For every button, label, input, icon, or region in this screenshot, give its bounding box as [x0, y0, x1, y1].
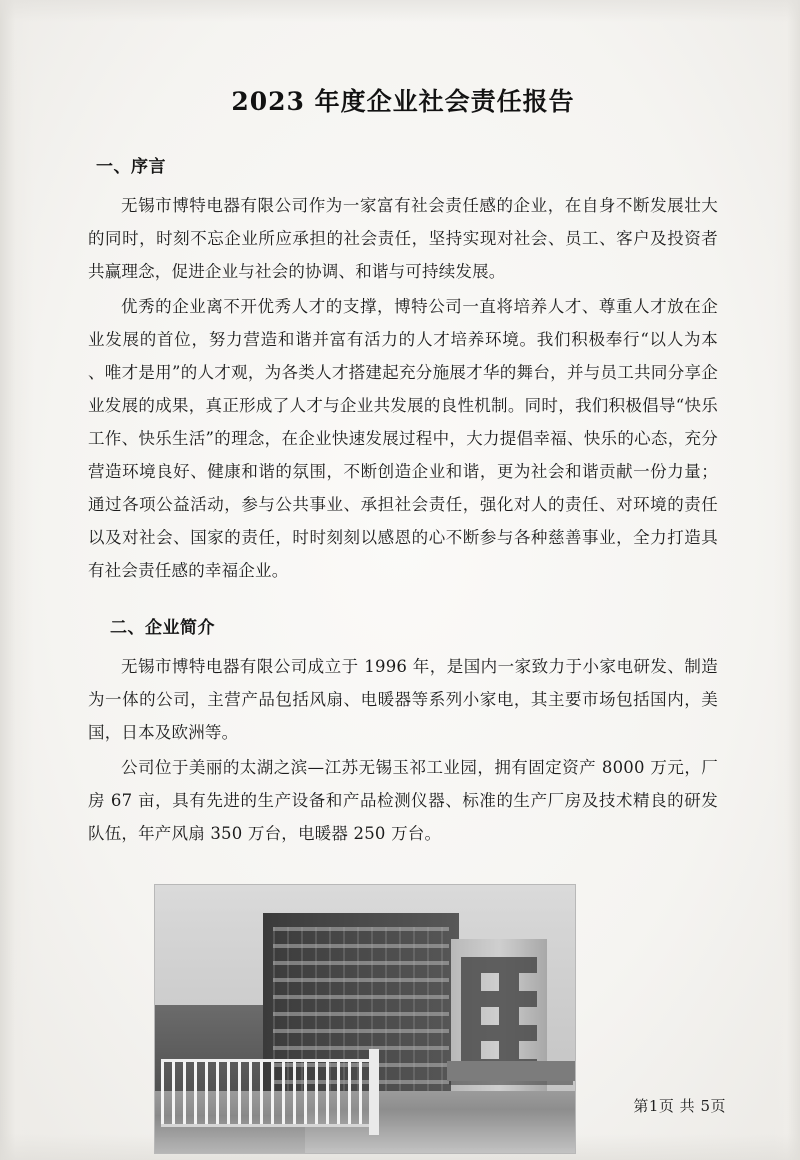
page-title: 2023 年度企业社会责任报告: [231, 87, 575, 116]
profile-paragraph-2: 公司位于美丽的太湖之滨—江苏无锡玉祁工业园，拥有固定资产 8000 万元，厂房 67 亩，具有先进的生产设备和产品检测仪器、标准的生产厂房及技术精良的研发队伍，年产风扇 350 万台，电暖器 250 万台。: [88, 758, 718, 843]
factory-photo: [154, 884, 576, 1154]
photo-gate-fence: [161, 1059, 375, 1127]
page-footer: 第1页 共 5页: [633, 1097, 726, 1115]
photo-building-right: [451, 939, 547, 1111]
preface-paragraph-2: 优秀的企业离不开优秀人才的支撑，博特公司一直将培养人才、尊重人才放在企业发展的首位，努力营造和谐并富有活力的人才培养环境。我们积极奉行“以人为本 、唯才是用”的人才观，为各类人才搭建起充分施展才华的舞台，并与员工共同分享企业发展的成果，真正形成了人才与企业共发展的良性机制。同时，我们积极倡导“快乐工作、快乐生活”的理念，在企业快速发展过程中，大力提倡幸福、快乐的心态，充分营造环境良好、健康和谐的氛围，不断创造企业和谐，更为社会和谐贡献一份力量；通过各项公益活动，参与公共事业、承担社会责任，强化对人的责任、对环境的责任以及对社会、国家的责任，时时刻刻以感恩的心不断参与各种慈善事业，全力打造具有社会责任感的幸福企业。: [88, 297, 718, 580]
paper-edge-left: [0, 0, 34, 1160]
section-heading-company-profile: 二、企业简介: [110, 618, 215, 638]
photo-entrance-canopy: [447, 1061, 575, 1081]
paper-edge-right: [774, 0, 800, 1160]
document-body: [88, 64, 718, 1154]
paper-edge-top: [0, 0, 800, 22]
profile-paragraph-1: 无锡市博特电器有限公司成立于 1996 年，是国内一家致力于小家电研发、制造为一体的公司，主营产品包括风扇、电暖器等系列小家电，其主要市场包括国内，美国，日本及欧洲等。: [88, 657, 718, 742]
preface-paragraph-1: 无锡市博特电器有限公司作为一家富有社会责任感的企业，在自身不断发展壮大的同时，时刻不忘企业所应承担的社会责任，坚持实现对社会、员工、客户及投资者共赢理念，促进企业与社会的协调、和谐与可持续发展。: [88, 196, 718, 281]
section-heading-preface: 一、序言: [96, 157, 166, 177]
photo-gate-post: [369, 1049, 379, 1135]
